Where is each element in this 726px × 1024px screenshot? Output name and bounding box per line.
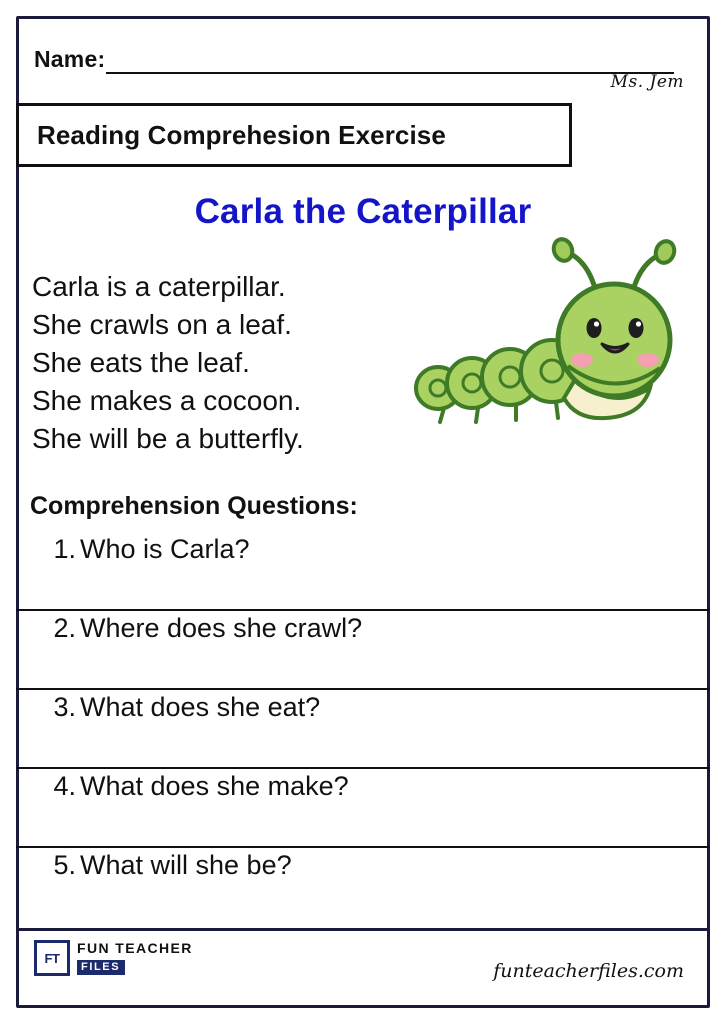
story-text [32, 268, 432, 458]
name-label: Name: [34, 46, 106, 72]
question-number: 5. [53, 850, 76, 880]
question-number: 1. [53, 534, 76, 564]
story-line: She crawls on a leaf. [32, 309, 292, 340]
story-line: She eats the leaf. [32, 347, 250, 378]
question-item[interactable] [16, 690, 710, 769]
question-item[interactable] [16, 848, 710, 927]
exercise-title: Reading Comprehesion Exercise [37, 119, 446, 150]
questions-heading: Comprehension Questions: [30, 492, 358, 520]
footer-divider [16, 928, 710, 931]
question-text: What does she eat? [80, 692, 321, 722]
story-line: Carla is a caterpillar. [32, 271, 286, 302]
website-url: funteacherfiles.com [493, 960, 684, 982]
teacher-signature: Ms. Jem [610, 72, 684, 92]
question-item[interactable] [16, 532, 710, 611]
question-text: What does she make? [80, 771, 349, 801]
question-number: 4. [53, 771, 76, 801]
logo-wordmark [77, 941, 193, 975]
name-input-line[interactable] [106, 52, 674, 74]
question-number: 3. [53, 692, 76, 722]
story-line: She will be a butterfly. [32, 423, 304, 454]
question-item[interactable] [16, 769, 710, 848]
logo-mark-icon [34, 940, 70, 976]
story-title: Carla the Caterpillar [194, 192, 532, 231]
story-line: She makes a cocoon. [32, 385, 302, 416]
logo-line1: FUN TEACHER [77, 940, 193, 956]
question-text: What will she be? [80, 850, 292, 880]
name-row [34, 42, 674, 74]
question-text: Who is Carla? [80, 534, 250, 564]
question-number: 2. [53, 613, 76, 643]
question-item[interactable] [16, 611, 710, 690]
exercise-title-box [16, 103, 572, 167]
question-text: Where does she crawl? [80, 613, 363, 643]
logo-line2: FILES [77, 960, 125, 975]
caterpillar-illustration [400, 228, 690, 468]
questions-list [16, 532, 710, 927]
logo-mark-text: FT [44, 950, 60, 966]
brand-logo[interactable] [34, 940, 193, 976]
